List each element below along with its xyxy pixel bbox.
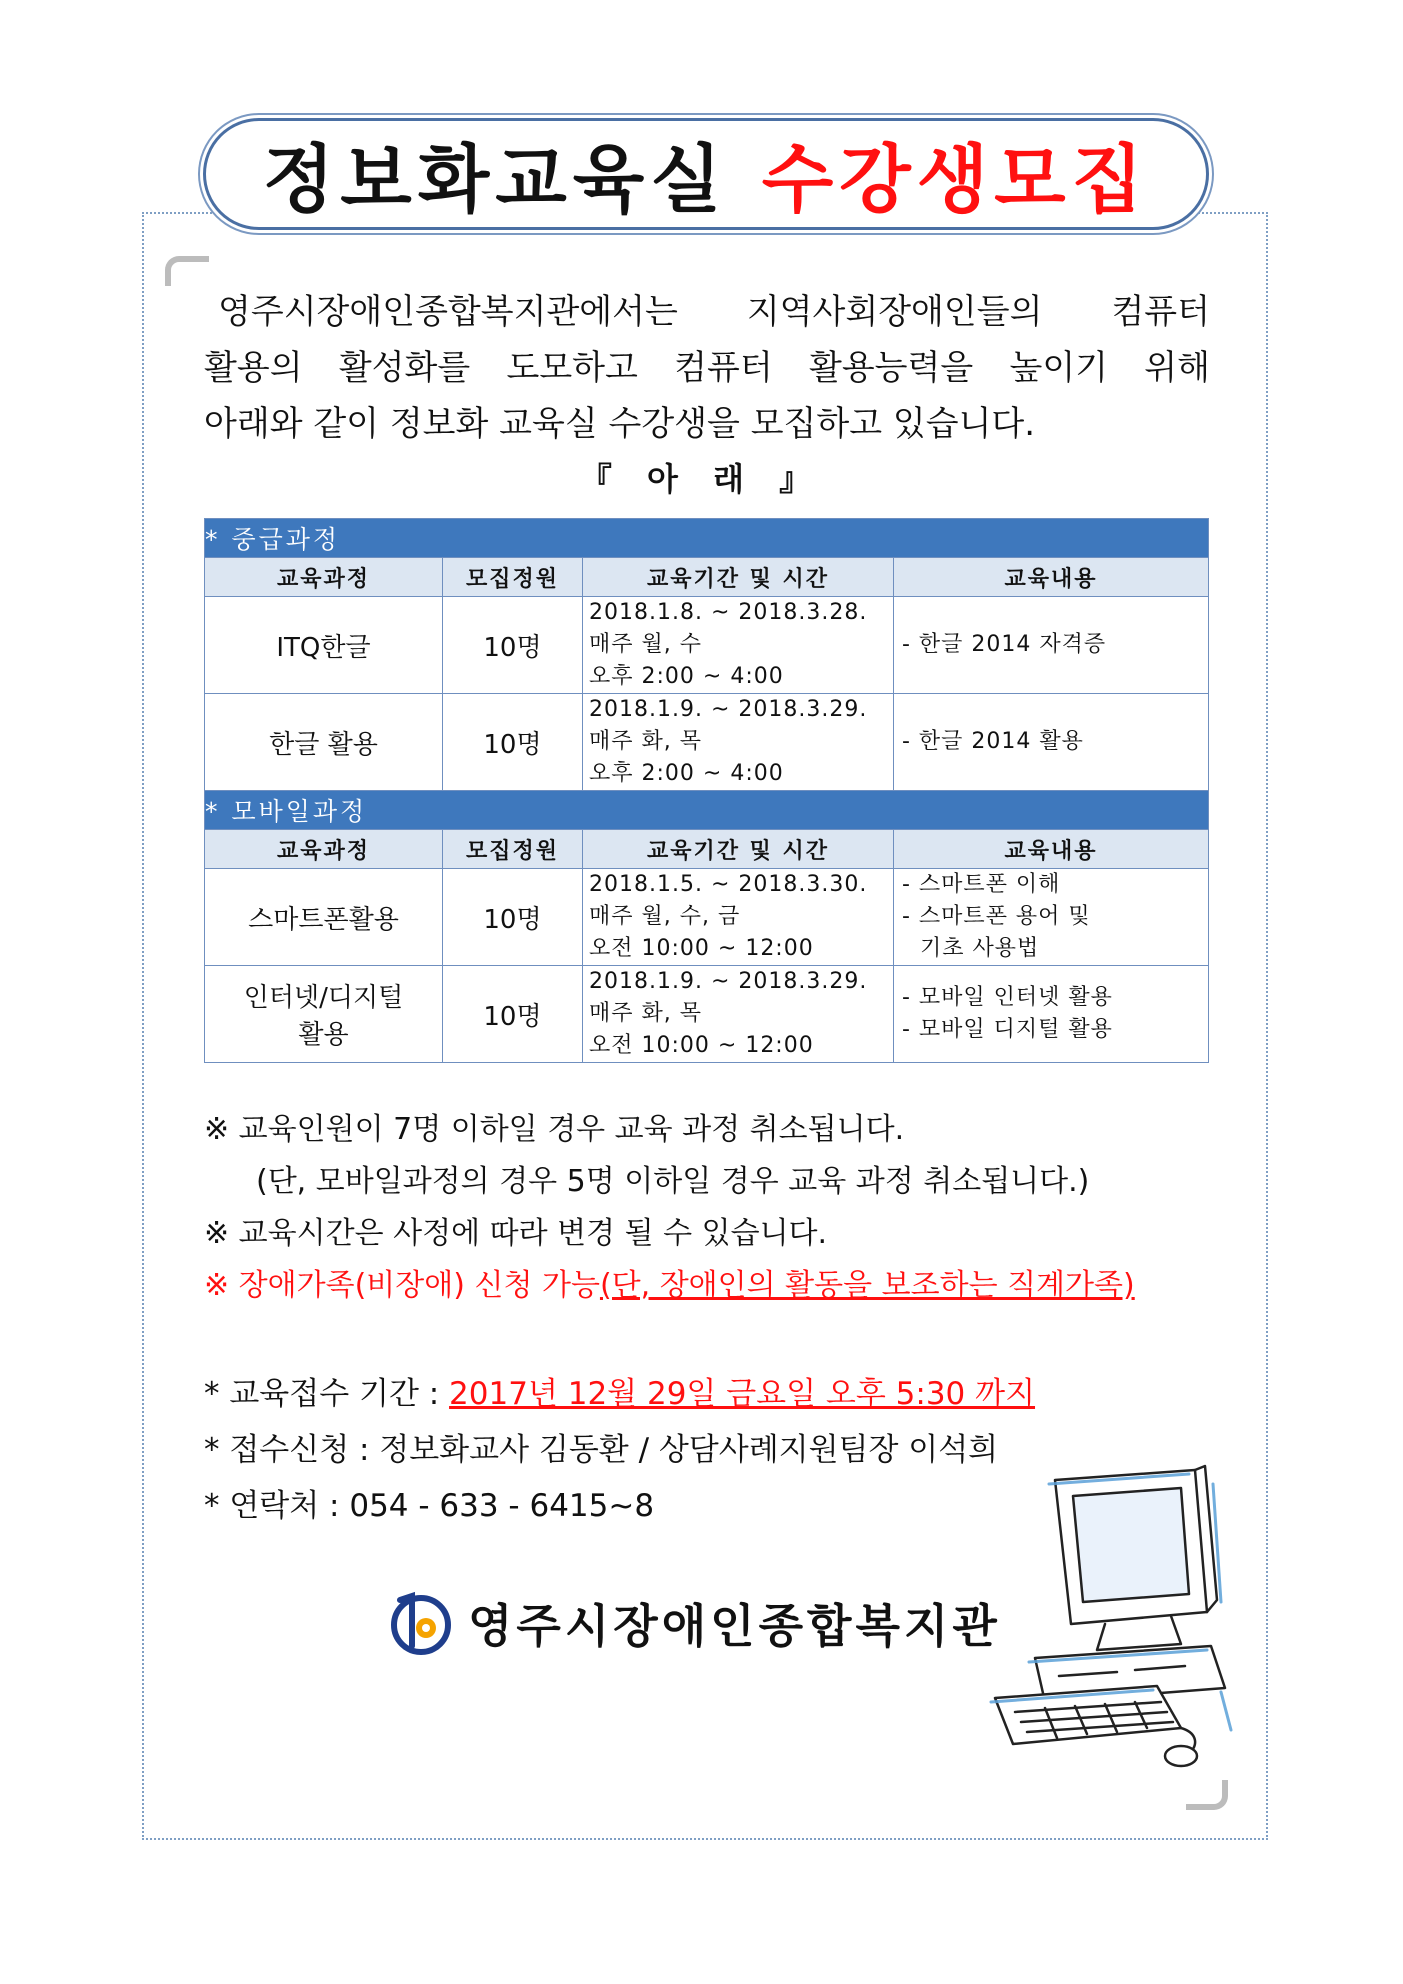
organization-logo — [388, 1590, 1001, 1656]
course-content — [894, 694, 1209, 791]
course-content — [894, 869, 1209, 966]
content-line: - 모바일 인터넷 활용 — [902, 985, 1113, 1010]
note-line-sub: (단, 모바일과정의 경우 5명 이하일 경우 교육 과정 취소됩니다.) — [256, 1164, 1090, 1199]
intro-line: 아래와 같이 정보화 교육실 수강생을 모집하고 있습니다. — [204, 404, 1036, 444]
period-line: 오후 2:00 ~ 4:00 — [589, 761, 784, 786]
period-line: 매주 월, 수 — [589, 632, 702, 657]
period-line: 2018.1.9. ~ 2018.3.29. — [589, 969, 868, 994]
intro-line: 활용의 활성화를 도모하고 컴퓨터 활용능력을 높이기 위해 — [204, 348, 1210, 388]
application-info — [204, 1366, 1035, 1534]
course-capacity: 10명 — [443, 597, 583, 694]
content-line: - 스마트폰 이해 — [902, 872, 1061, 897]
period-line: 오전 10:00 ~ 12:00 — [589, 936, 814, 961]
content-line: 기초 사용법 — [920, 936, 1040, 961]
course-period — [583, 694, 894, 791]
col-header-capacity: 모집정원 — [443, 558, 583, 597]
intro-paragraph — [204, 284, 1210, 452]
period-line: 매주 월, 수, 금 — [589, 904, 741, 929]
col-header-period: 교육기간 및 시간 — [583, 830, 894, 869]
content-line: - 한글 2014 자격증 — [902, 632, 1107, 657]
course-name: 한글 활용 — [205, 694, 443, 791]
section-header-intermediate — [205, 519, 1209, 558]
application-period — [204, 1366, 1035, 1422]
period-line: 2018.1.5. ~ 2018.3.30. — [589, 872, 868, 897]
period-line: 2018.1.8. ~ 2018.3.28. — [589, 600, 868, 625]
col-header-course: 교육과정 — [205, 830, 443, 869]
section-title: * 중급과정 — [205, 519, 1209, 558]
computer-illustration-icon — [985, 1462, 1245, 1772]
col-header-capacity: 모집정원 — [443, 830, 583, 869]
col-header-content: 교육내용 — [894, 558, 1209, 597]
table-header-row — [205, 558, 1209, 597]
course-name-line: 인터넷/디지털 — [243, 983, 404, 1013]
content-line: - 한글 2014 활용 — [902, 729, 1084, 754]
col-header-period: 교육기간 및 시간 — [583, 558, 894, 597]
table-row — [205, 694, 1209, 791]
course-period — [583, 869, 894, 966]
schedule-table — [204, 518, 1209, 1063]
corner-decoration-top-left — [165, 256, 209, 286]
notice-heading: 『 아 래 』 — [579, 460, 824, 498]
title-part-black: 정보화교육실 — [262, 137, 728, 223]
table-row — [205, 869, 1209, 966]
note-line: ※ 교육인원이 7명 이하일 경우 교육 과정 취소됩니다. — [204, 1112, 905, 1147]
note-line: ※ 교육시간은 사정에 따라 변경 될 수 있습니다. — [204, 1216, 828, 1251]
period-line: 매주 화, 목 — [589, 729, 702, 754]
application-period-label: * 교육접수 기간 : — [204, 1376, 450, 1412]
course-period — [583, 966, 894, 1063]
content-line: - 모바일 디지털 활용 — [902, 1017, 1113, 1042]
course-name — [205, 966, 443, 1063]
table-header-row — [205, 830, 1209, 869]
section-header-mobile — [205, 791, 1209, 830]
table-row — [205, 597, 1209, 694]
organization-name: 영주시장애인종합복지관 — [468, 1599, 1001, 1653]
course-name-line: 활용 — [298, 1020, 349, 1050]
section-title: * 모바일과정 — [205, 791, 1209, 830]
note-highlight-text: ※ 장애가족(비장애) 신청 가능 — [204, 1268, 600, 1303]
period-line: 매주 화, 목 — [589, 1001, 702, 1026]
course-capacity: 10명 — [443, 869, 583, 966]
title-banner — [203, 118, 1209, 230]
note-line-highlight — [204, 1260, 1214, 1312]
period-line: 오후 2:00 ~ 4:00 — [589, 664, 784, 689]
corner-decoration-bottom-right — [1186, 1780, 1228, 1810]
intro-line: 영주시장애인종합복지관에서는 지역사회장애인들의 컴퓨터 — [218, 292, 1210, 332]
col-header-content: 교육내용 — [894, 830, 1209, 869]
welfare-center-logo-icon — [388, 1590, 454, 1656]
course-name: 스마트폰활용 — [205, 869, 443, 966]
title-part-red: 수강생모집 — [761, 137, 1150, 223]
col-header-course: 교육과정 — [205, 558, 443, 597]
content-line: - 스마트폰 용어 및 — [902, 904, 1091, 929]
course-name: ITQ한글 — [205, 597, 443, 694]
course-content — [894, 597, 1209, 694]
period-line: 2018.1.9. ~ 2018.3.29. — [589, 697, 868, 722]
application-contact-person: * 접수신청 : 정보화교사 김동환 / 상담사례지원팀장 이석희 — [204, 1432, 999, 1468]
notes-section — [204, 1104, 1214, 1312]
course-period — [583, 597, 894, 694]
contact-phone: * 연락처 : 054 - 633 - 6415~8 — [204, 1488, 655, 1524]
page-title — [206, 121, 1206, 227]
course-capacity: 10명 — [443, 694, 583, 791]
period-line: 오전 10:00 ~ 12:00 — [589, 1033, 814, 1058]
course-capacity: 10명 — [443, 966, 583, 1063]
course-content — [894, 966, 1209, 1063]
table-row — [205, 966, 1209, 1063]
application-period-value: 2017년 12월 29일 금요일 오후 5:30 까지 — [449, 1376, 1036, 1412]
note-highlight-underlined: (단, 장애인의 활동을 보조하는 직계가족) — [599, 1268, 1135, 1303]
